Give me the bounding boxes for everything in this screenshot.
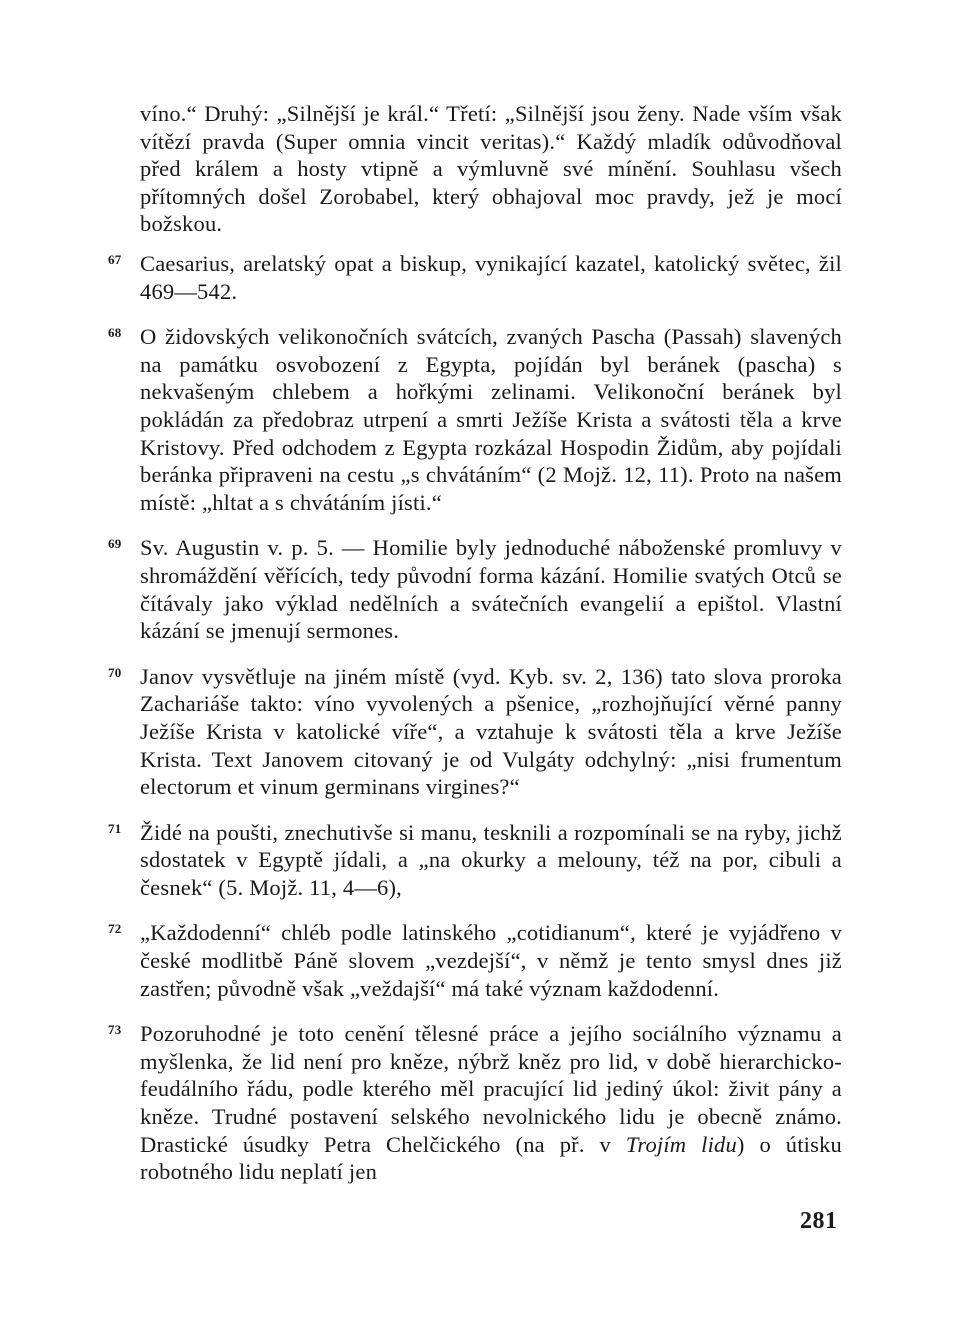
footnote-number: 73 <box>108 1022 122 1038</box>
footnote-text-part: Pozoruhodné je toto cenění tělesné práce a jejího sociálního významu a myšlenka, že lid není pro kněze, nýbrž kněz pro lid, v době hierarchicko-feudálního řádu, podle kterého měl pracující lid jediný úkol: živit pány a kněze. Trudné postavení selského nevolnického lidu je obecně známo. Drastické úsudky Petra Chelčického (na př. v <box>140 1021 842 1157</box>
footnote-text <box>140 1021 842 1184</box>
footnote-number: 70 <box>108 664 122 680</box>
footnote-69 <box>106 534 842 644</box>
footnotes-list <box>106 250 842 1204</box>
footnote-72 <box>106 919 842 1002</box>
italic-title: Trojím lidu <box>625 1131 737 1157</box>
footnote-number: 71 <box>108 820 122 836</box>
footnote-70 <box>106 663 842 801</box>
footnote-text: O židovských velikonočních svátcích, zvaných Pascha (Passah) slavených na památku osvobození z Egypta, pojídán byl beránek (pascha) s nekvašeným chlebem a hořkými zelinami. Velikonoční beránek byl pokládán za předobraz utrpení a smrti Ježíše Krista a svátosti těla a krve Kristovy. Před odchodem z Egypta rozkázal Hospodin Židům, aby pojídali beránka připraveni na cestu „s chvátáním“ (2 Mojž. 12, 11). Proto na našem místě: „hltat a s chvátáním jísti.“ <box>140 324 842 515</box>
page-number: 281 <box>800 1208 838 1234</box>
continued-footnote-text: víno.“ Druhý: „Silnější je král.“ Třetí: „Silnější jsou ženy. Nade vším však vítězí pravda (Super omnia vincit veritas).“ Každý mladík odůvodňoval před králem a hosty vtipně a výmluvně své mínění. Souhlasu všech přítomných došel Zorobabel, který obhajoval moc pravdy, jež je mocí božskou. <box>140 101 842 237</box>
footnote-text: Janov vysvětluje na jiném místě (vyd. Kyb. sv. 2, 136) tato slova proroka Zachariáše takto: víno vyvolených a pšenice, „rozhojňující věrné panny Ježíše Krista v katolické víře“, a vztahuje k svátosti těla a krve Ježíše Krista. Text Janovem citovaný je od Vulgáty odchylný: „nisi frumentum electorum et vinum germinans virgines?“ <box>140 663 842 800</box>
footnote-text: Caesarius, arelatský opat a biskup, vynikající kazatel, katolický světec, žil 469—542. <box>140 251 842 304</box>
footnote-text: „Každodenní“ chléb podle latinského „cotidianum“, které je vyjádřeno v české modlitbě Páně slovem „vezdejší“, v němž je tento smysl dnes již zastřen; původně však „veždajší“ má také význam každodenní. <box>140 920 842 1001</box>
footnote-text: Sv. Augustin v. p. 5. — Homilie byly jednoduché náboženské promluvy v shromáždění věřících, tedy původní forma kázání. Homilie svatých Otců se čítávaly jako výklad nedělních a svátečních evangelií a epištol. Vlastní kázání se jmenují sermones. <box>140 535 842 644</box>
footnote-number: 69 <box>108 536 122 552</box>
footnote-67 <box>106 250 842 305</box>
footnote-68 <box>106 323 842 516</box>
footnote-number: 68 <box>108 325 122 341</box>
footnote-text-part: ) o útisku robotného lidu neplatí jen <box>140 1131 842 1185</box>
footnote-text: Židé na poušti, znechutivše si manu, tesknili a rozpomínali se na ryby, jichž sdostatek v Egyptě jídali, a „na okurky a melouny, též na por, cibuli a česnek“ (5. Mojž. 11, 4—6), <box>140 819 842 900</box>
footnote-73 <box>106 1020 842 1186</box>
footnote-number: 67 <box>108 252 122 267</box>
footnote-number: 72 <box>108 921 122 937</box>
footnote-71 <box>106 819 842 902</box>
